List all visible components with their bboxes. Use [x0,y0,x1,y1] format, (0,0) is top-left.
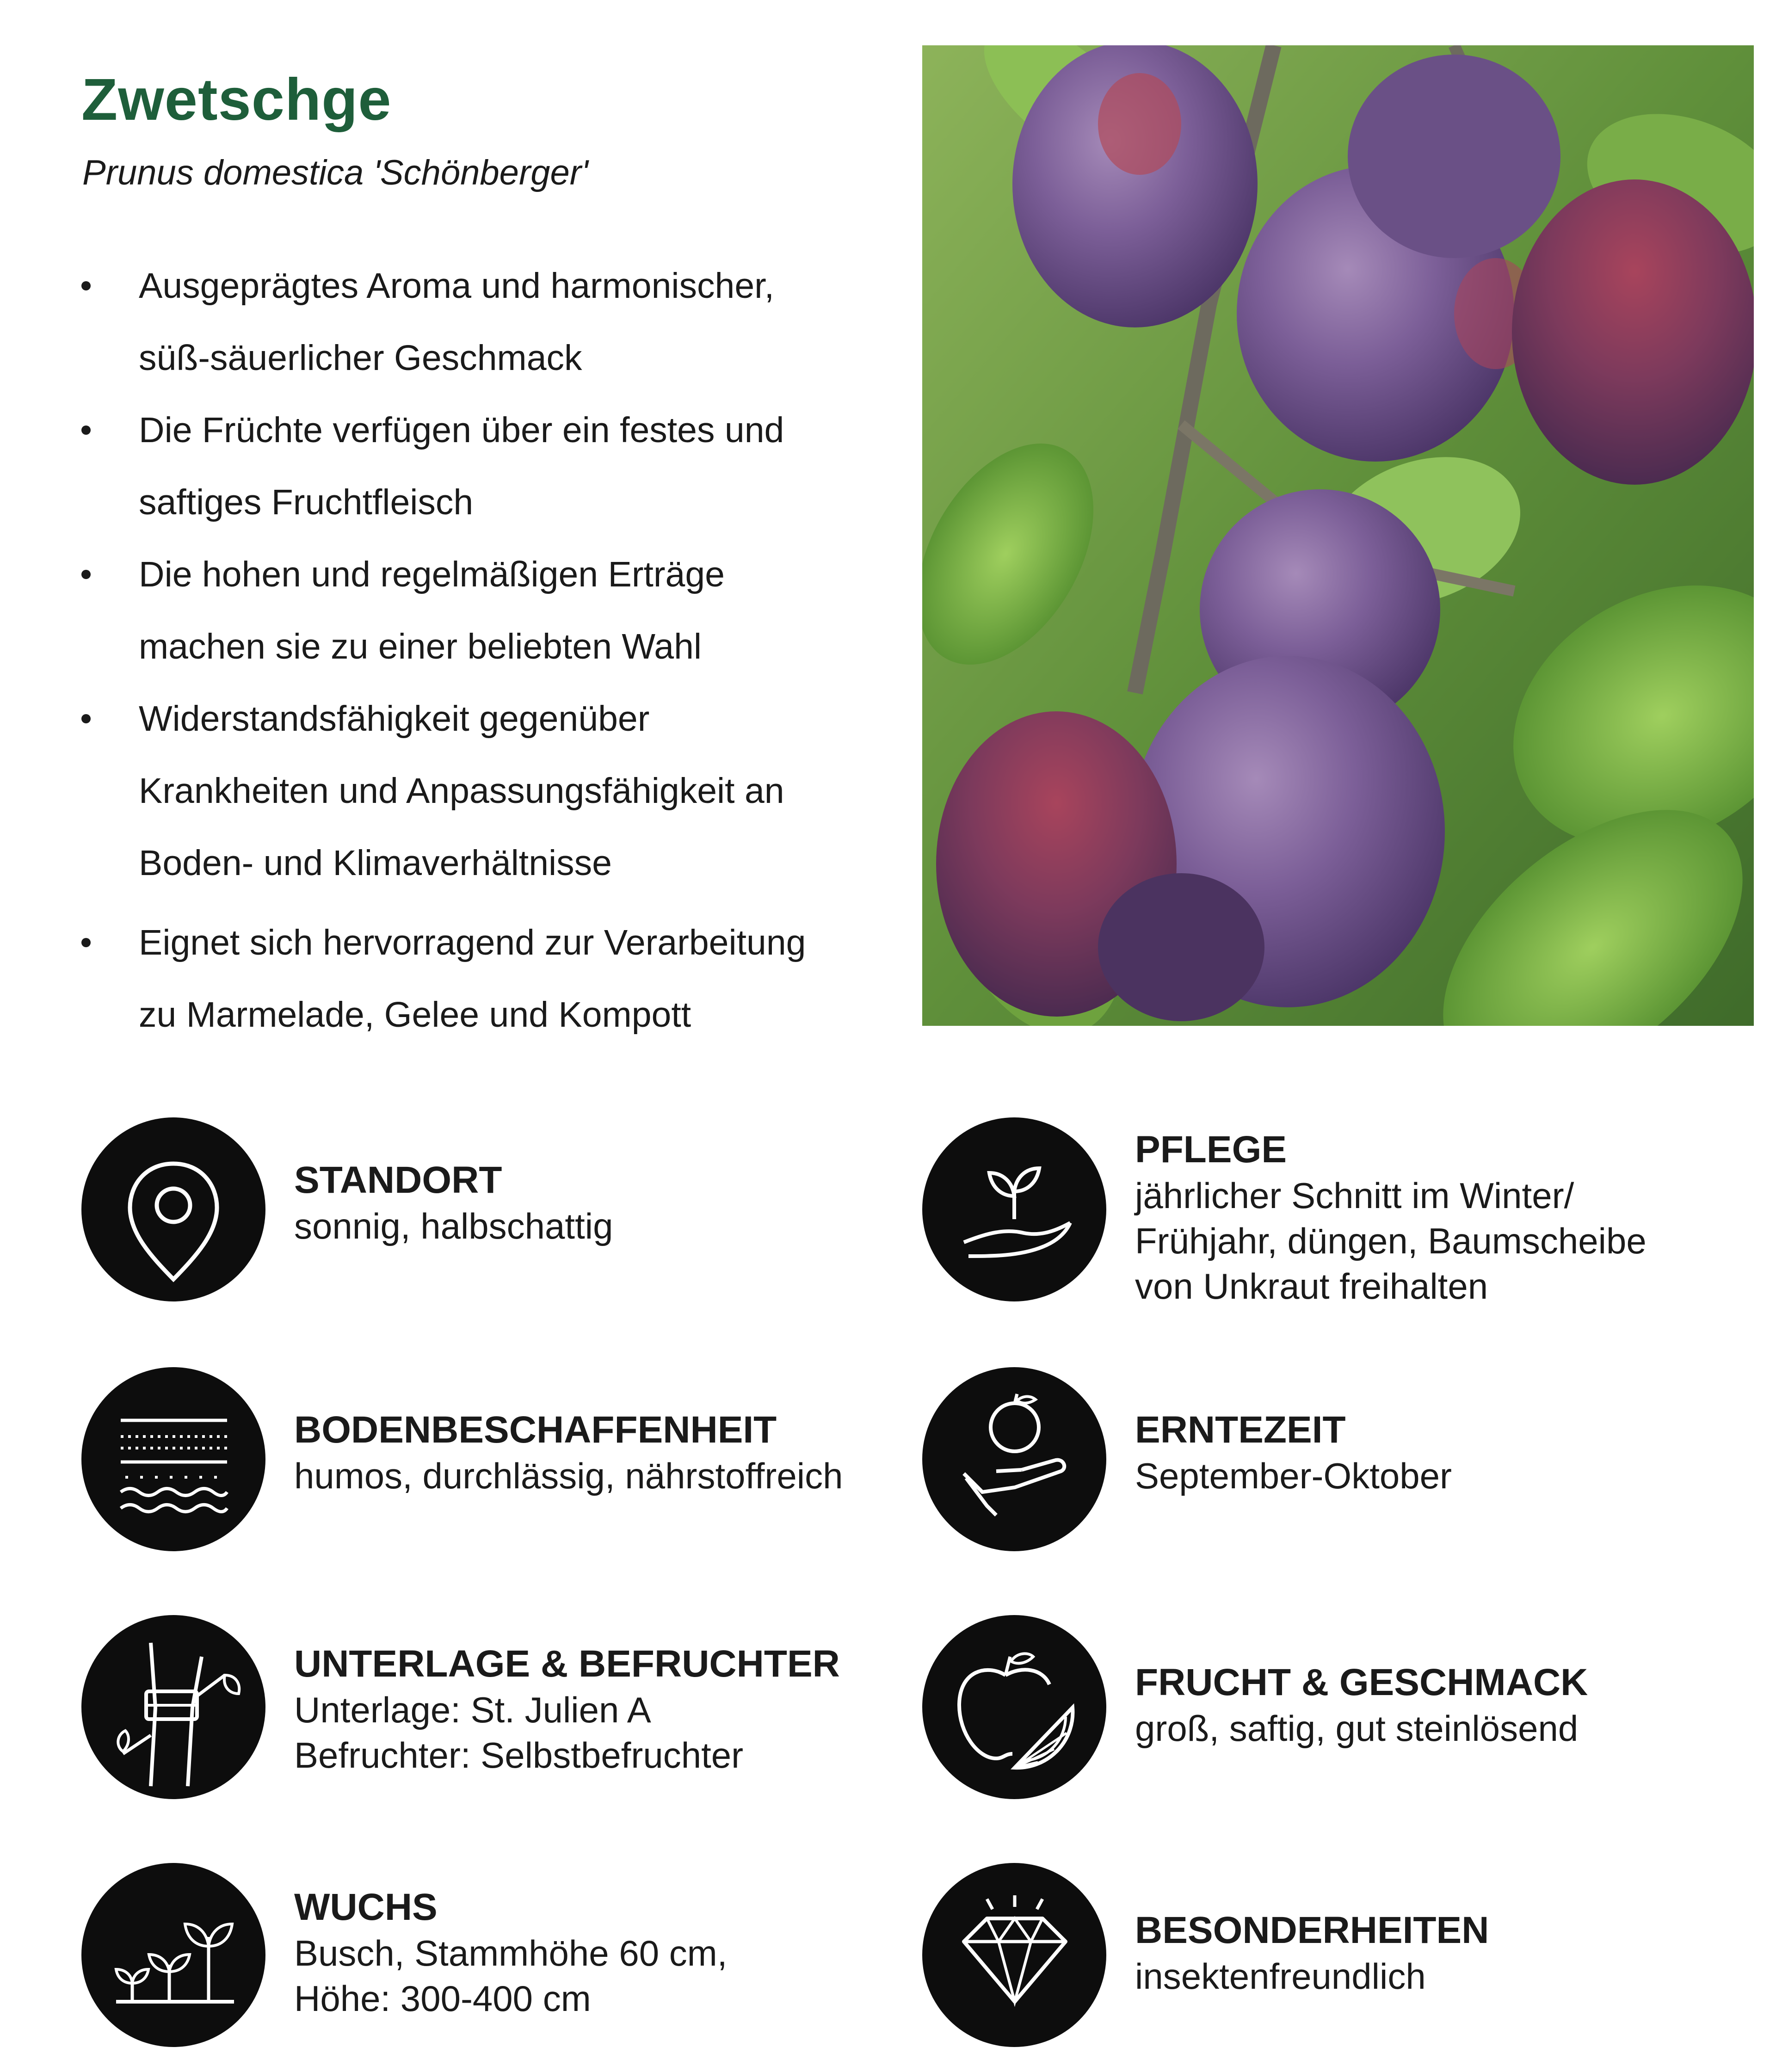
feature-text [1135,1407,1452,1498]
feature-erntezeit [922,1367,1755,1552]
feature-text [294,1157,613,1249]
bullet-line: Widerstandsfähigkeit gegenüber [139,699,650,739]
feature-heading: BODENBESCHAFFENHEIT [294,1409,777,1451]
bullet-line: saftiges Fruchtfleisch [139,482,474,522]
bullet-item-fruchtfleisch [81,394,914,538]
plums-on-branch-image [922,45,1754,1026]
bullet-line: Krankheiten und Anpassungsfähigkeit an [139,771,784,811]
seedling-in-hand-icon [922,1117,1106,1301]
grafted-branch-icon [81,1615,265,1799]
feature-heading: WUCHS [294,1886,438,1928]
location-pin-icon [81,1117,265,1301]
feature-value: sonnig, halbschattig [294,1206,613,1246]
feature-heading: ERNTEZEIT [1135,1409,1346,1451]
bullet-line: Eignet sich hervorragend zur Verarbeitung [139,923,806,962]
soil-layers-icon [81,1367,265,1551]
bullet-line: süß-säuerlicher Geschmack [139,338,582,378]
feature-wuchs [81,1863,914,2048]
feature-text [1135,1907,1489,1999]
feature-text [294,1641,840,1778]
bullet-item-aroma [81,250,914,394]
bullet-item-verarbeitung [81,906,914,1051]
bullet-item-widerstand [81,683,914,899]
feature-bullet-list [81,250,914,1051]
feature-heading: BESONDERHEITEN [1135,1909,1489,1951]
bullet-dot-icon [81,570,91,579]
bullet-line: Boden- und Klimaverhältnisse [139,843,612,883]
feature-text [1135,1127,1646,1309]
feature-heading: STANDORT [294,1159,502,1201]
feature-value: jährlicher Schnitt im Winter/ Frühjahr, düngen, Baumscheibe von Unkraut freihalten [1135,1175,1646,1307]
feature-text [294,1884,727,2021]
feature-heading: PFLEGE [1135,1128,1287,1171]
bullet-dot-icon [81,938,91,947]
feature-besonderheiten [922,1863,1755,2048]
botanical-name: Prunus domestica 'Schönberger' [82,153,588,192]
bullet-item-ertraege [81,538,914,683]
fruit-in-hand-icon [922,1367,1106,1551]
feature-value: humos, durchlässig, nährstoffreich [294,1455,843,1496]
bullet-line: Die Früchte verfügen über ein festes und [139,410,784,450]
feature-value: groß, saftig, gut steinlösend [1135,1708,1579,1749]
feature-value: Busch, Stammhöhe 60 cm, Höhe: 300-400 cm [294,1933,728,2019]
feature-unterlage-befruchter [81,1615,914,1800]
growing-plants-icon [81,1863,265,2047]
feature-value: insektenfreundlich [1135,1956,1426,1997]
feature-text [294,1407,843,1498]
apple-and-orange-icon [922,1615,1106,1799]
feature-value: September-Oktober [1135,1455,1452,1496]
feature-standort [81,1117,886,1302]
feature-value: Unterlage: St. Julien A Befruchter: Selbstbefruchter [294,1690,744,1776]
bullet-dot-icon [81,281,91,290]
bullet-dot-icon [81,714,91,723]
feature-heading: UNTERLAGE & BEFRUCHTER [294,1643,840,1685]
bullet-line: machen sie zu einer beliebten Wahl [139,627,702,666]
feature-pflege [922,1117,1755,1312]
feature-text [1135,1659,1588,1751]
bullet-line: zu Marmelade, Gelee und Kompott [139,995,691,1035]
bullet-line: Die hohen und regelmäßigen Erträge [139,555,725,594]
bullet-line: Ausgeprägtes Aroma und harmonischer, [139,266,774,306]
bullet-dot-icon [81,426,91,435]
plums-photo [922,45,1754,1026]
product-title: Zwetschge [81,67,392,133]
diamond-icon [922,1863,1106,2047]
feature-heading: FRUCHT & GESCHMACK [1135,1661,1588,1703]
feature-bodenbeschaffenheit [81,1367,914,1552]
feature-frucht-geschmack [922,1615,1755,1800]
